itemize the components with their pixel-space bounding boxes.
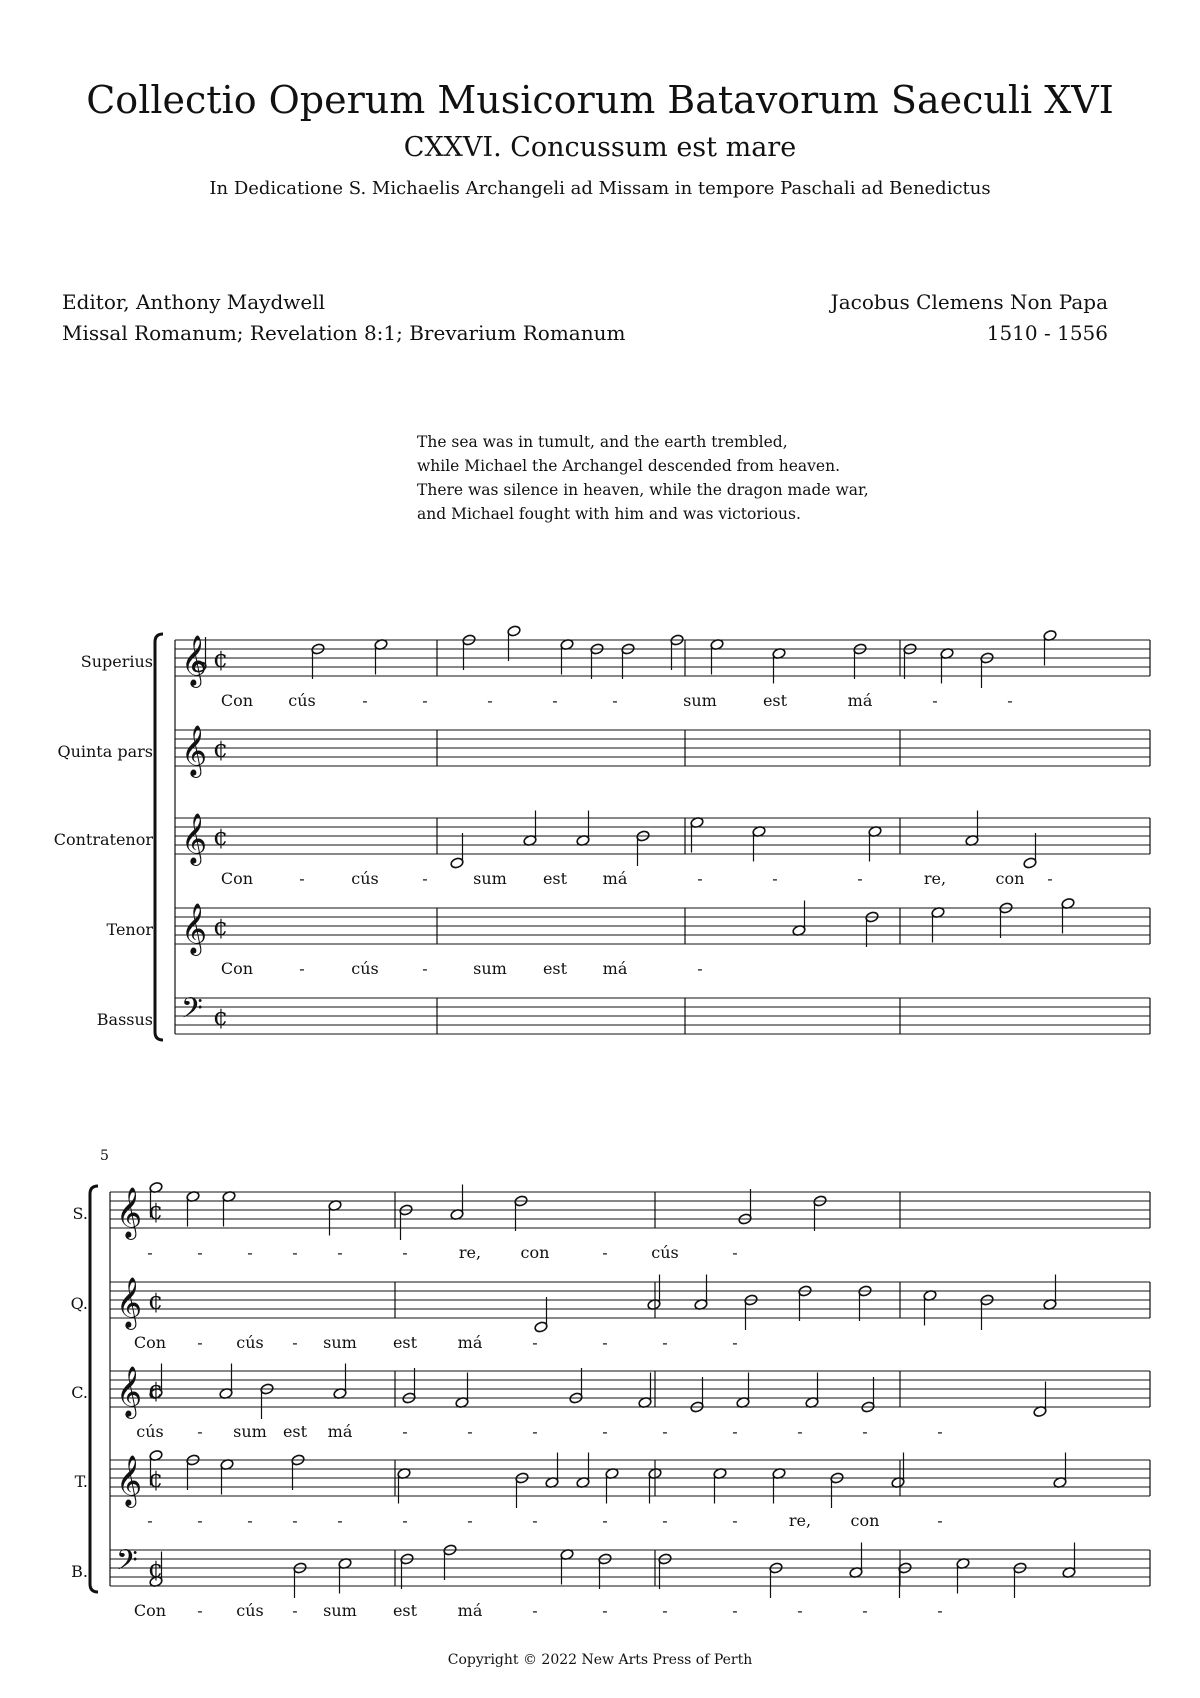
- lyric-syllable: Con: [220, 869, 254, 888]
- lyric-syllable: est: [542, 959, 568, 978]
- lyric-syllable: -: [467, 1422, 473, 1441]
- lyric-syllable: -: [662, 1422, 668, 1441]
- measure-number: 5: [100, 1148, 109, 1164]
- lyric-syllable: -: [602, 1333, 608, 1352]
- voice-name: C.: [71, 1383, 88, 1402]
- lyric-syllable: cús: [351, 959, 379, 978]
- time-signature: ¢: [213, 735, 229, 763]
- lyric-syllable: cús: [351, 869, 379, 888]
- lyric-syllable: -: [402, 1243, 408, 1262]
- lyric-syllable: -: [362, 691, 368, 710]
- lyric-syllable: sum: [233, 1422, 267, 1441]
- treble-clef-icon: 𝄞: [181, 903, 208, 955]
- lyric-syllable: -: [197, 1243, 203, 1262]
- lyric-syllable: re,: [458, 1243, 482, 1262]
- system-bracket: [90, 1186, 98, 1592]
- lyric-syllable: Con: [220, 691, 254, 710]
- lyric-syllable: con: [995, 869, 1025, 888]
- lyric-syllable: est: [392, 1333, 418, 1352]
- translation-line: while Michael the Archangel descended from heaven.: [417, 457, 841, 475]
- treble-clef-icon: 𝄞: [181, 725, 208, 777]
- lyric-syllable: -: [732, 1511, 738, 1530]
- treble-clef-icon: 𝄞: [116, 1187, 143, 1239]
- score-system-2: [71, 1148, 1150, 1620]
- lyric-syllable: -: [932, 691, 938, 710]
- lyric-syllable: -: [1007, 691, 1013, 710]
- lyric-syllable: -: [487, 691, 493, 710]
- voice-name: Contratenor: [53, 830, 153, 849]
- system-bracket: [155, 634, 163, 1040]
- lyric-syllable: est: [392, 1601, 418, 1620]
- time-signature: ¢: [213, 823, 229, 851]
- time-signature: ¢: [148, 1465, 164, 1493]
- lyric-syllable: -: [532, 1511, 538, 1530]
- bass-clef-icon: 𝄢: [116, 1544, 138, 1585]
- voice-name: T.: [74, 1472, 88, 1491]
- lyric-syllable: -: [532, 1422, 538, 1441]
- lyric-syllable: cús: [651, 1243, 679, 1262]
- lyric-syllable: -: [857, 869, 863, 888]
- treble-clef-icon: 𝄞: [181, 813, 208, 865]
- lyric-syllable: sum: [323, 1601, 357, 1620]
- lyric-syllable: -: [937, 1601, 943, 1620]
- text-sources: Missal Romanum; Revelation 8:1; Brevarium Romanum: [62, 321, 626, 345]
- lyric-syllable: -: [662, 1333, 668, 1352]
- lyric-syllable: -: [337, 1243, 343, 1262]
- lyric-syllable: -: [662, 1601, 668, 1620]
- lyric-syllable: -: [662, 1511, 668, 1530]
- lyric-syllable: cús: [236, 1601, 264, 1620]
- voice-name: Superius: [80, 652, 153, 671]
- copyright-footer: Copyright © 2022 New Arts Press of Perth: [447, 1652, 753, 1668]
- lyric-syllable: -: [422, 869, 428, 888]
- lyric-syllable: -: [602, 1511, 608, 1530]
- bass-clef-icon: 𝄢: [181, 992, 203, 1033]
- lyric-syllable: -: [602, 1601, 608, 1620]
- lyric-syllable: -: [247, 1243, 253, 1262]
- lyric-syllable: Con: [133, 1333, 167, 1352]
- lyric-syllable: -: [937, 1511, 943, 1530]
- treble-clef-icon: 𝄞: [116, 1277, 143, 1329]
- lyric-syllable: Con: [133, 1601, 167, 1620]
- lyric-syllable: -: [292, 1243, 298, 1262]
- lyric-syllable: -: [147, 1243, 153, 1262]
- lyric-syllable: -: [602, 1422, 608, 1441]
- time-signature: ¢: [148, 1197, 164, 1225]
- translation-line: and Michael fought with him and was victorious.: [417, 505, 801, 523]
- lyric-syllable: -: [937, 1422, 943, 1441]
- lyric-syllable: -: [862, 1422, 868, 1441]
- lyric-syllable: -: [147, 1511, 153, 1530]
- lyric-syllable: re,: [923, 869, 947, 888]
- lyric-syllable: est: [282, 1422, 308, 1441]
- lyric-syllable: -: [292, 1511, 298, 1530]
- translation-line: The sea was in tumult, and the earth trembled,: [417, 433, 788, 451]
- lyric-syllable: -: [772, 869, 778, 888]
- lyric-syllable: -: [247, 1511, 253, 1530]
- piece-title: CXXVI. Concussum est mare: [403, 132, 797, 163]
- lyric-syllable: sum: [683, 691, 717, 710]
- voice-name: Quinta pars: [57, 742, 153, 761]
- lyric-syllable: -: [602, 1243, 608, 1262]
- time-signature: ¢: [213, 1003, 229, 1031]
- voice-name: Tenor: [106, 920, 153, 939]
- lyric-syllable: est: [762, 691, 788, 710]
- lyric-syllable: est: [542, 869, 568, 888]
- lyric-syllable: -: [612, 691, 618, 710]
- treble-clef-icon: 𝄞: [181, 635, 208, 687]
- lyric-syllable: -: [197, 1422, 203, 1441]
- lyric-syllable: -: [299, 959, 305, 978]
- time-signature: ¢: [148, 1555, 164, 1583]
- lyric-syllable: -: [299, 869, 305, 888]
- lyric-syllable: con: [850, 1511, 880, 1530]
- lyric-syllable: -: [402, 1422, 408, 1441]
- lyric-syllable: -: [797, 1601, 803, 1620]
- lyric-syllable: Con: [220, 959, 254, 978]
- lyric-syllable: -: [292, 1333, 298, 1352]
- lyric-syllable: -: [292, 1601, 298, 1620]
- lyric-syllable: -: [197, 1333, 203, 1352]
- lyric-syllable: má: [602, 869, 628, 888]
- lyric-syllable: má: [327, 1422, 353, 1441]
- lyric-syllable: -: [532, 1601, 538, 1620]
- lyric-syllable: -: [732, 1243, 738, 1262]
- lyric-syllable: -: [422, 691, 428, 710]
- time-signature: ¢: [148, 1376, 164, 1404]
- lyric-syllable: cús: [136, 1422, 164, 1441]
- lyric-syllable: con: [520, 1243, 550, 1262]
- lyric-syllable: -: [337, 1511, 343, 1530]
- composer-dates: 1510 - 1556: [986, 321, 1108, 345]
- treble-clef-icon: 𝄞: [116, 1366, 143, 1418]
- lyric-syllable: -: [732, 1601, 738, 1620]
- lyric-syllable: -: [697, 869, 703, 888]
- lyric-syllable: -: [197, 1511, 203, 1530]
- lyric-syllable: -: [552, 691, 558, 710]
- dedication: In Dedicatione S. Michaelis Archangeli ad Missam in tempore Paschali ad Benedictus: [209, 178, 991, 199]
- lyric-syllable: -: [697, 959, 703, 978]
- voice-name: S.: [72, 1204, 88, 1223]
- lyric-syllable: cús: [288, 691, 316, 710]
- lyric-syllable: -: [862, 1601, 868, 1620]
- voice-name: Bassus: [96, 1010, 153, 1029]
- voice-name: B.: [71, 1562, 88, 1581]
- translation-line: There was silence in heaven, while the dragon made war,: [417, 481, 869, 499]
- lyric-syllable: má: [457, 1333, 483, 1352]
- composer-name: Jacobus Clemens Non Papa: [830, 290, 1108, 314]
- lyric-syllable: -: [732, 1422, 738, 1441]
- lyric-syllable: -: [732, 1333, 738, 1352]
- time-signature: ¢: [148, 1287, 164, 1315]
- time-signature: ¢: [213, 645, 229, 673]
- lyric-syllable: -: [1047, 869, 1053, 888]
- lyric-syllable: sum: [473, 869, 507, 888]
- lyric-syllable: -: [402, 1511, 408, 1530]
- lyric-syllable: -: [467, 1511, 473, 1530]
- lyric-syllable: re,: [788, 1511, 812, 1530]
- lyric-syllable: -: [532, 1333, 538, 1352]
- lyric-syllable: -: [797, 1422, 803, 1441]
- lyric-syllable: cús: [236, 1333, 264, 1352]
- score-system-1: [54, 625, 1150, 1040]
- lyric-syllable: má: [847, 691, 873, 710]
- lyric-syllable: má: [602, 959, 628, 978]
- lyric-syllable: sum: [473, 959, 507, 978]
- voice-name: Q.: [70, 1294, 88, 1313]
- lyric-syllable: má: [457, 1601, 483, 1620]
- score-title: Collectio Operum Musicorum Batavorum Saeculi XVI: [86, 78, 1114, 122]
- time-signature: ¢: [213, 913, 229, 941]
- editor-credit: Editor, Anthony Maydwell: [62, 290, 326, 314]
- treble-clef-icon: 𝄞: [116, 1455, 143, 1507]
- lyric-syllable: sum: [323, 1333, 357, 1352]
- lyric-syllable: -: [197, 1601, 203, 1620]
- lyric-syllable: -: [422, 959, 428, 978]
